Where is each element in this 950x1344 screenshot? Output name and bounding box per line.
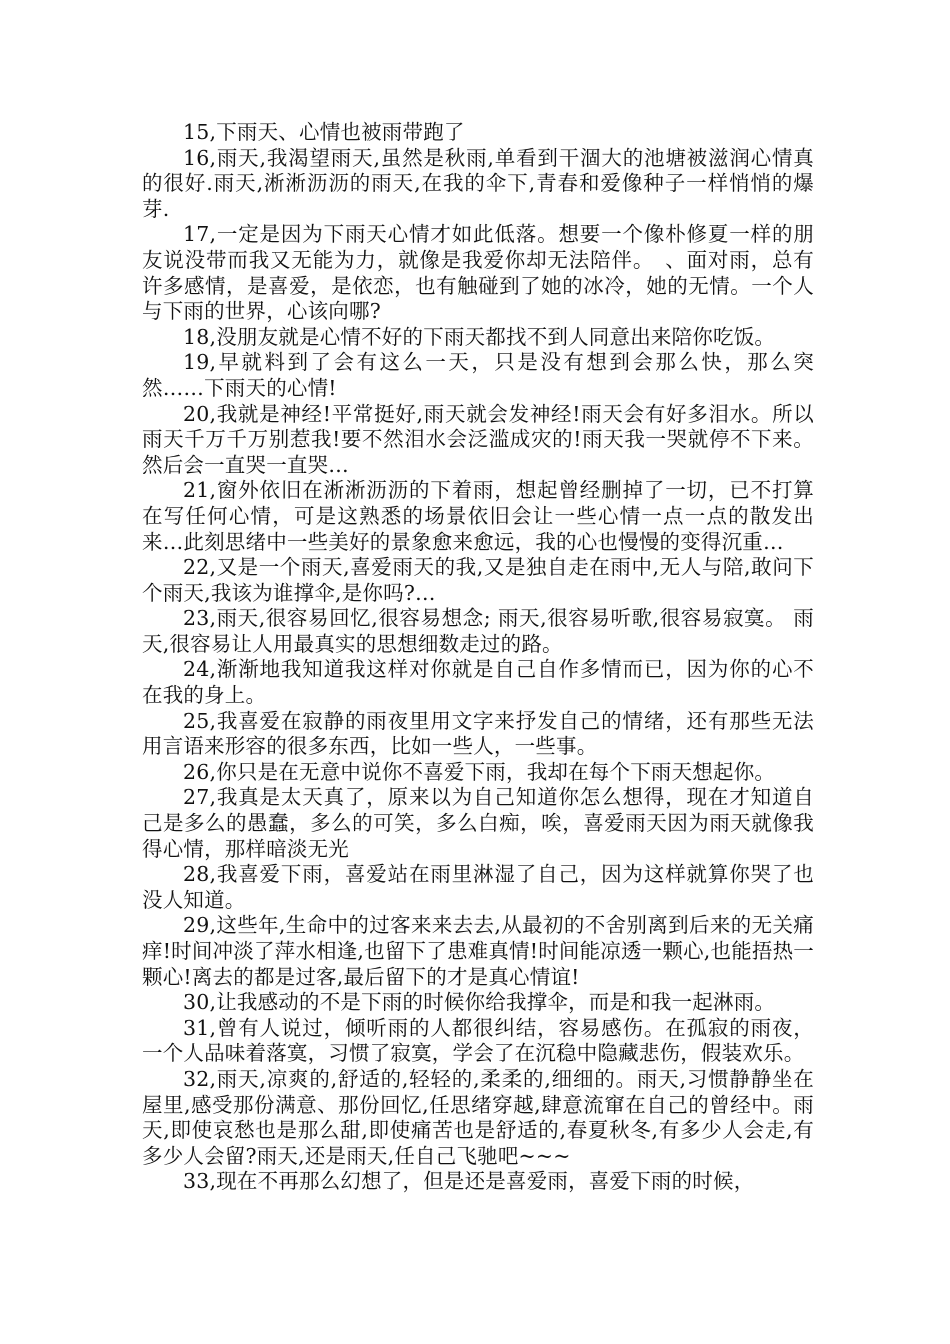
paragraph-27: 27,我真是太天真了，原来以为自己知道你怎么想得，现在才知道自己是多么的愚蠢，多么的可笑，多么白痴，唉，喜爱雨天因为雨天就像我得心情，那样暗淡无光	[142, 785, 814, 861]
paragraph-20: 20,我就是神经!平常挺好,雨天就会发神经!雨天会有好多泪水。所以雨天千万千万别惹我!要不然泪水会泛滥成灾的!雨天我一哭就停不下来。然后会一直哭一直哭…	[142, 401, 814, 477]
paragraph-22: 22,又是一个雨天,喜爱雨天的我,又是独自走在雨中,无人与陪,敢问下个雨天,我该为谁撑伞,是你吗?…	[142, 555, 814, 605]
paragraph-32: 32,雨天,凉爽的,舒适的,轻轻的,柔柔的,细细的。雨天,习惯静静坐在屋里,感受那份满意、那份回忆,任思绪穿越,肆意流窜在自己的曾经中。雨天,即使哀愁也是那么甜,即使痛苦也是舒适的,春夏秋冬,有多少人会走,有多少人会留?雨天,还是雨天,任自己飞驰吧~~~	[142, 1066, 814, 1168]
paragraph-33: 33,现在不再那么幻想了，但是还是喜爱雨，喜爱下雨的时候，	[183, 1169, 755, 1194]
paragraph-28: 28,我喜爱下雨，喜爱站在雨里淋湿了自己，因为这样就算你哭了也没人知道。	[142, 862, 814, 912]
paragraph-29: 29,这些年,生命中的过客来来去去,从最初的不舍别离到后来的无关痛痒!时间冲淡了萍水相逢,也留下了患难真情!时间能凉透一颗心,也能捂热一颗心!离去的都是过客,最后留下的才是真心情谊!	[142, 913, 815, 989]
paragraph-21: 21,窗外依旧在淅淅沥沥的下着雨，想起曾经删掉了一切，已不打算在写任何心情，可是这熟悉的场景依旧会让一些心情一点一点的散发出来…此刻思绪中一些美好的景象愈来愈远，我的心也慢慢的变得沉重…	[142, 478, 814, 554]
paragraph-23: 23,雨天,很容易回忆,很容易想念; 雨天,很容易听歌,很容易寂寞。 雨天,很容易让人用最真实的思想细数走过的路。	[142, 606, 814, 656]
paragraph-30: 30,让我感动的不是下雨的时候你给我撑伞，而是和我一起淋雨。	[183, 990, 776, 1015]
paragraph-31: 31,曾有人说过，倾听雨的人都很纠结，容易感伤。在孤寂的雨夜，一个人品味着落寞，习惯了寂寞，学会了在沉稳中隐藏悲伤，假装欢乐。	[142, 1015, 814, 1066]
paragraph-25: 25,我喜爱在寂静的雨夜里用文字来抒发自己的情绪，还有那些无法用言语来形容的很多东西，比如一些人，一些事。	[142, 708, 814, 759]
paragraph-19: 19,早就料到了会有这么一天，只是没有想到会那么快，那么突然……下雨天的心情!	[142, 350, 814, 400]
paragraph-24: 24,渐渐地我知道我这样对你就是自己自作多情而已，因为你的心不在我的身上。	[142, 657, 814, 708]
paragraph-18: 18,没朋友就是心情不好的下雨天都找不到人同意出来陪你吃饭。	[183, 324, 776, 349]
paragraph-16: 16,雨天,我渴望雨天,虽然是秋雨,单看到干涸大的池塘被滋润心情真的很好.雨天,淅淅沥沥的雨天,在我的伞下,青春和爱像种子一样悄悄的爆芽.	[142, 145, 814, 221]
paragraph-15: 15,下雨天、心情也被雨带跑了	[183, 120, 465, 144]
paragraph-26: 26,你只是在无意中说你不喜爱下雨，我却在每个下雨天想起你。	[183, 759, 776, 784]
paragraph-17: 17,一定是因为下雨天心情才如此低落。想要一个像朴修夏一样的朋友说没带而我又无能为力，就像是我爱你却无法陪伴。 、面对雨，总有许多感情，是喜爱，是依恋，也有触碰到了她的冰冷，她的无情。一个人与下雨的世界，心该向哪?	[142, 222, 814, 324]
document-body	[142, 120, 814, 1195]
